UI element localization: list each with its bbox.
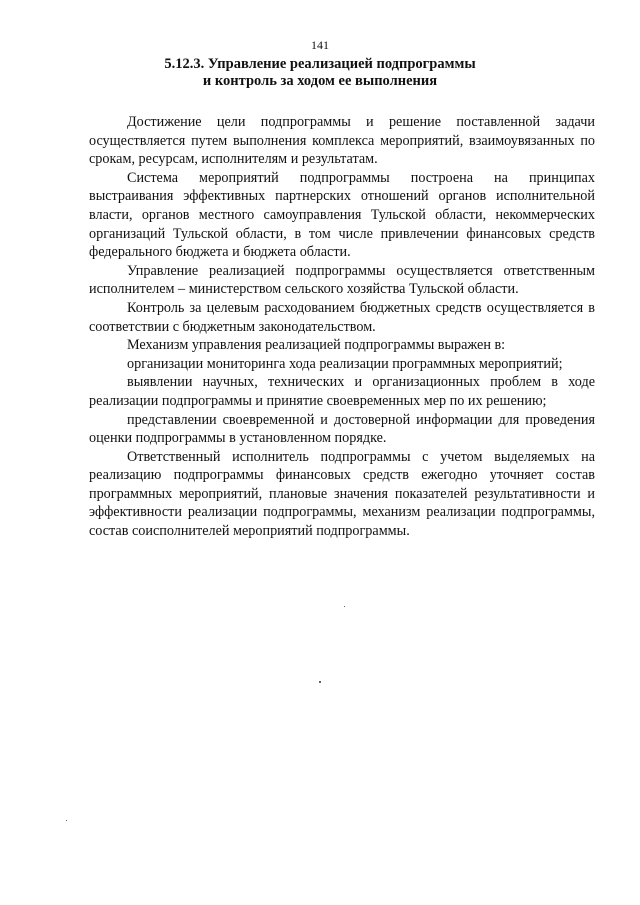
paragraph: организации мониторинга хода реализации программных мероприятий; — [127, 355, 563, 372]
paragraph: Управление реализацией подпрограммы осуществляется ответственным исполнителем – министерством сельского хозяйства Тульской области. — [89, 262, 595, 298]
section-heading — [0, 56, 640, 90]
scan-speck — [66, 820, 67, 821]
paragraph: выявлении научных, технических и организационных проблем в ходе реализации подпрограммы и принятие своевременных мер по их решению; — [89, 374, 595, 409]
paragraph: Механизм управления реализацией подпрограммы выражен в: — [127, 337, 506, 354]
paragraph: Контроль за целевым расходованием бюджетных средств осуществляется в соответствии с бюджетным законодательством. — [89, 299, 595, 335]
scan-speck — [319, 681, 321, 683]
paragraph: представлении своевременной и достоверной информации для проведения оценки подпрограммы в установленном порядке. — [89, 411, 595, 447]
page-number: 141 — [311, 38, 329, 52]
body-text — [89, 113, 595, 541]
scan-speck — [344, 606, 345, 607]
paragraph: Достижение цели подпрограммы и решение поставленной задачи осуществляется путем выполнения комплекса мероприятий, взаимоувязанных по срокам, ресурсам, исполнителям и результатам. — [89, 114, 595, 168]
section-heading-line-2: и контроль за ходом ее выполнения — [202, 73, 438, 89]
paragraph: Ответственный исполнитель подпрограммы с учетом выделяемых на реализацию подпрограммы финансовых средств ежегодно уточняет состав программных мероприятий, плановые значения показателей результативности и эффективности реализации подпрограммы, механизм реализации подпрограммы, состав соисполнителей мероприятий подпрограммы. — [89, 448, 595, 540]
paragraph: Система мероприятий подпрограммы построена на принципах выстраивания эффективных партнерских отношений органов исполнительной власти, органов местного самоуправления Тульской области, некоммерческих организаций Тульской области, в том числе привлечении финансовых средств федерального бюджета и бюджета области. — [89, 169, 595, 261]
section-heading-line-1: 5.12.3. Управление реализацией подпрограммы — [164, 56, 476, 72]
